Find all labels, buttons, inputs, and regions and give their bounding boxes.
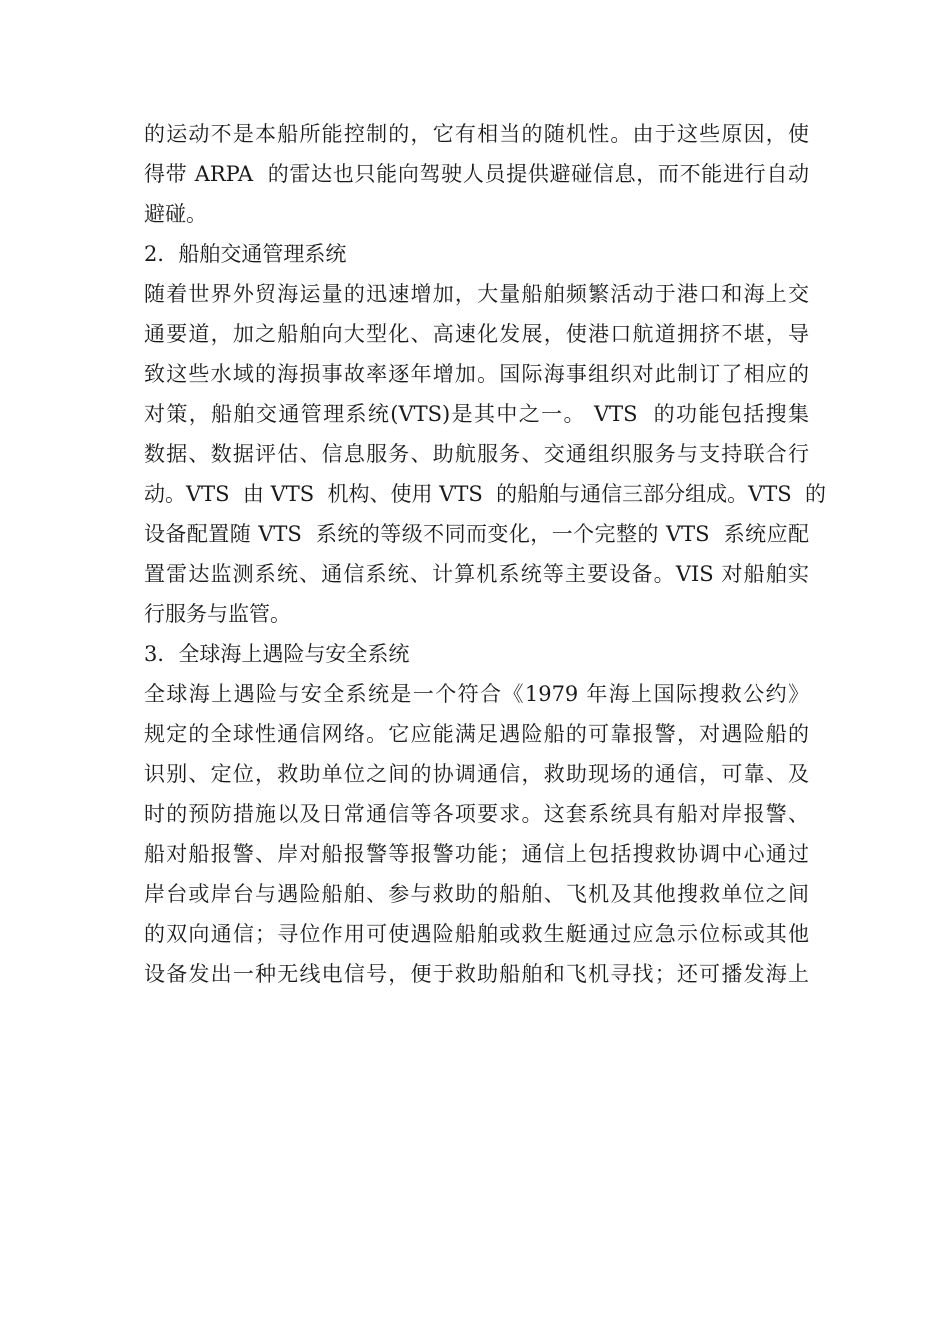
text-line: 数据、数据评估、信息服务、助航服务、交通组织服务与支持联合行 [144, 442, 809, 466]
text-line: 动。VTS 由 VTS 机构、使用 VTS 的船舶与通信三部分组成。VTS 的 [144, 482, 826, 506]
text-line: 置雷达监测系统、通信系统、计算机系统等主要设备。VIS 对船舶实 [144, 562, 809, 586]
document-body [144, 114, 826, 994]
text-line: 通要道，加之船舶向大型化、高速化发展，使港口航道拥挤不堪，导 [144, 322, 809, 346]
text-line: 岸台或岸台与遇险船舶、参与救助的船舶、飞机及其他搜救单位之间 [144, 882, 809, 906]
text-line: 的运动不是本船所能控制的，它有相当的随机性。由于这些原因，使 [144, 122, 809, 146]
text-line: 规定的全球性通信网络。它应能满足遇险船的可靠报警，对遇险船的 [144, 722, 809, 746]
text-line: 设备发出一种无线电信号，便于救助船舶和飞机寻找；还可播发海上 [144, 962, 809, 986]
section-heading-vts [144, 234, 809, 274]
section-heading-gmdss [144, 634, 809, 674]
heading-line: 2．船舶交通管理系统 [144, 242, 347, 266]
text-line: 行服务与监管。 [144, 602, 291, 626]
text-line: 得带 ARPA 的雷达也只能向驾驶人员提供避碰信息，而不能进行自动 [144, 162, 809, 186]
text-line: 的双向通信；寻位作用可使遇险船舶或救生艇通过应急示位标或其他 [144, 922, 809, 946]
text-line: 致这些水域的海损事故率逐年增加。国际海事组织对此制订了相应的 [144, 362, 809, 386]
text-line: 设备配置随 VTS 系统的等级不同而变化，一个完整的 VTS 系统应配 [144, 522, 809, 546]
paragraph-vts [144, 274, 826, 634]
heading-line: 3．全球海上遇险与安全系统 [144, 642, 410, 666]
paragraph-gmdss [144, 674, 809, 994]
paragraph-arpa-continuation [144, 114, 809, 234]
text-line: 时的预防措施以及日常通信等各项要求。这套系统具有船对岸报警、 [144, 802, 809, 826]
text-line: 避碰。 [144, 202, 207, 226]
text-line: 船对船报警、岸对船报警等报警功能；通信上包括搜救协调中心通过 [144, 842, 809, 866]
text-line: 全球海上遇险与安全系统是一个符合《1979 年海上国际搜救公约》 [144, 682, 809, 706]
text-line: 对策，船舶交通管理系统(VTS)是其中之一。 VTS 的功能包括搜集 [144, 402, 809, 426]
text-line: 识别、定位，救助单位之间的协调通信，救助现场的通信，可靠、及 [144, 762, 809, 786]
text-line: 随着世界外贸海运量的迅速增加，大量船舶频繁活动于港口和海上交 [144, 282, 809, 306]
